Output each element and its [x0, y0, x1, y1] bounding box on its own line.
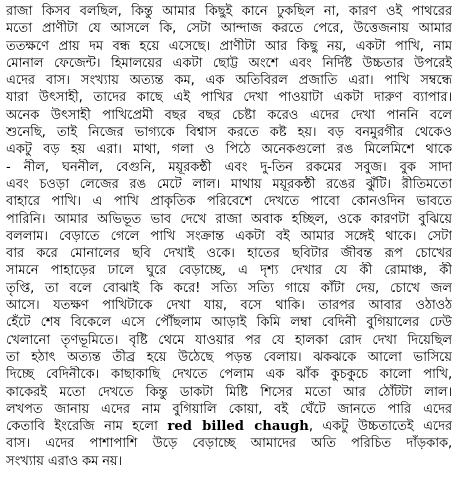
text-line: বাহারে পাখি। এ পাখি প্রাকৃতিক পরিবেশে দেখতে পাবো কোনওদিন ভাবতে: [6, 194, 452, 210]
text-line: - নীল, ঘননীল, বেগুনি, ময়ূরকন্ঠী এবং দু-তিন রকমের সবুজ। বুক সাদা: [6, 159, 452, 175]
text-line: লখপত জানায় এদের নাম বুগিয়ালি কোয়া, বই ঘেঁটে জানতে পারি এদের: [6, 401, 452, 417]
text-line: তৃপ্তি, তা বলে বোঝাই কি করে! সত্যি সত্যি গায়ে কাঁটা দেয়, চোখে জল: [6, 280, 452, 296]
text-line: যারা উৎসাহী, তাদের কাছে এই পাখির দেখা পাওয়াটা একটা দারুণ ব্যাপার।: [6, 90, 452, 106]
english-name-text: red billed chaugh: [167, 419, 309, 435]
text-line: ততক্ষণে প্রায় দম বন্ধ হয়ে এসেছে। প্রাণীটা আর কিছু নয়, একটা পাখি, নাম: [6, 38, 452, 54]
text-line: অনেক উৎসাহী পাখিপ্রেমী বছর বছর চেষ্টা করেও এদের দেখা পাননি বলে: [6, 107, 452, 123]
text-line: এদের বাস। সংখ্যায় অত্যন্ত কম, এক অতিবিরল প্রজাতি এরা। পাখি সম্বন্ধে: [6, 73, 452, 89]
text-line: আসে। যতক্ষণ পাখিটাকে দেখা যায়, বসে থাকি। তারপর আবার ওঠাওঠ: [6, 298, 452, 314]
text-line: সামনে পাহাড়ের ঢালে ঘুরে বেড়াচ্ছে, এ দৃশ্য দেখার যে কী রোমাঞ্চ, কী: [6, 263, 452, 279]
text-line: কাকেরই মতো দেখতে কিন্তু ডাকটা মিষ্টি শিসের মতো আর ঠোঁটটা লাল।: [6, 384, 452, 400]
text-line: মোনাল ফেজেন্ট। হিমালয়ের একটা ছোট্ট অংশে এবং নির্দিষ্ট উচ্চতার উপরেই: [6, 55, 452, 71]
text-run: , একটু উচ্চতাতেই এদের: [308, 419, 452, 435]
text-line: শুনেছি, তাই নিজের ভাগ্যকে বিশ্বাস করতে কষ্ট হয়। বড় বনমুরগীর থেকেও: [6, 125, 452, 141]
text-line: বার করে মোনালের ছবি দেখাই ওকে। হাতের ছবিটার জীবন্ত রূপ চোখের: [6, 246, 452, 262]
text-line: খেলানো তৃণভূমিতে। বৃষ্টি থেমে যাওয়ার পর যে হালকা রোদ দেখা দিয়েছিল: [6, 332, 452, 348]
text-line-last: সংখ্যায় এরাও কম নয়।: [6, 453, 122, 469]
text-line: মতো প্রাণীটা যে আসলে কি, সেটা আন্দাজ করতে পেরে, উত্তেজনায় আমার: [6, 21, 452, 37]
text-run: কেতাবি ইংরেজি নাম হলো: [6, 419, 168, 435]
text-line: দিচ্ছে বেদিনীকে। কাছাকাছি দেখতে পেলাম এক ঝাঁক কুচকুচে কালো পাখি,: [6, 367, 452, 383]
text-line: এবং চওড়া লেজের রঙ মেটে লাল। মাথায় ময়ূরকন্ঠী রঙের ঝুঁটি। রীতিমতো: [6, 176, 452, 192]
text-line: তা হঠাৎ অত্যন্ত তীব্র হয়ে উঠেছে পড়ন্ত বেলায়। ঝকঝকে আলো ভাসিয়ে: [6, 349, 452, 365]
text-line: রাজা কিসব বলছিল, কিন্তু আমার কিছুই কানে ঢুকছিল না, কারণ ওই পাথরের: [6, 4, 452, 19]
text-line: হেঁটে শেষ বিকেলে এসে পৌঁছলাম আড়াই কিমি লম্বা বেদিনী বুগিয়ালের ঢেউ: [6, 315, 452, 331]
text-line: বললাম। বেড়াতে গেলে পাখি সংক্রান্ত একটা বই আমার সঙ্গেই থাকে। সেটা: [6, 228, 452, 244]
text-line: বাস। এদের পাশাপাশি উড়ে বেড়াচ্ছে আমাদের অতি পরিচিত দাঁড়কাক,: [6, 436, 452, 452]
text-line: একটু বড় হয় এরা। মাথা, গলা ও পিঠে অনেকগুলো রঙ মিলেমিশে থাকে: [6, 142, 452, 158]
text-line: পারিনি। আমার অভিভূত ভাব দেখে রাজা অবাক হচ্ছিল, ওকে কারণটা বুঝিয়ে: [6, 211, 452, 227]
text-line-english-name: [6, 418, 452, 435]
